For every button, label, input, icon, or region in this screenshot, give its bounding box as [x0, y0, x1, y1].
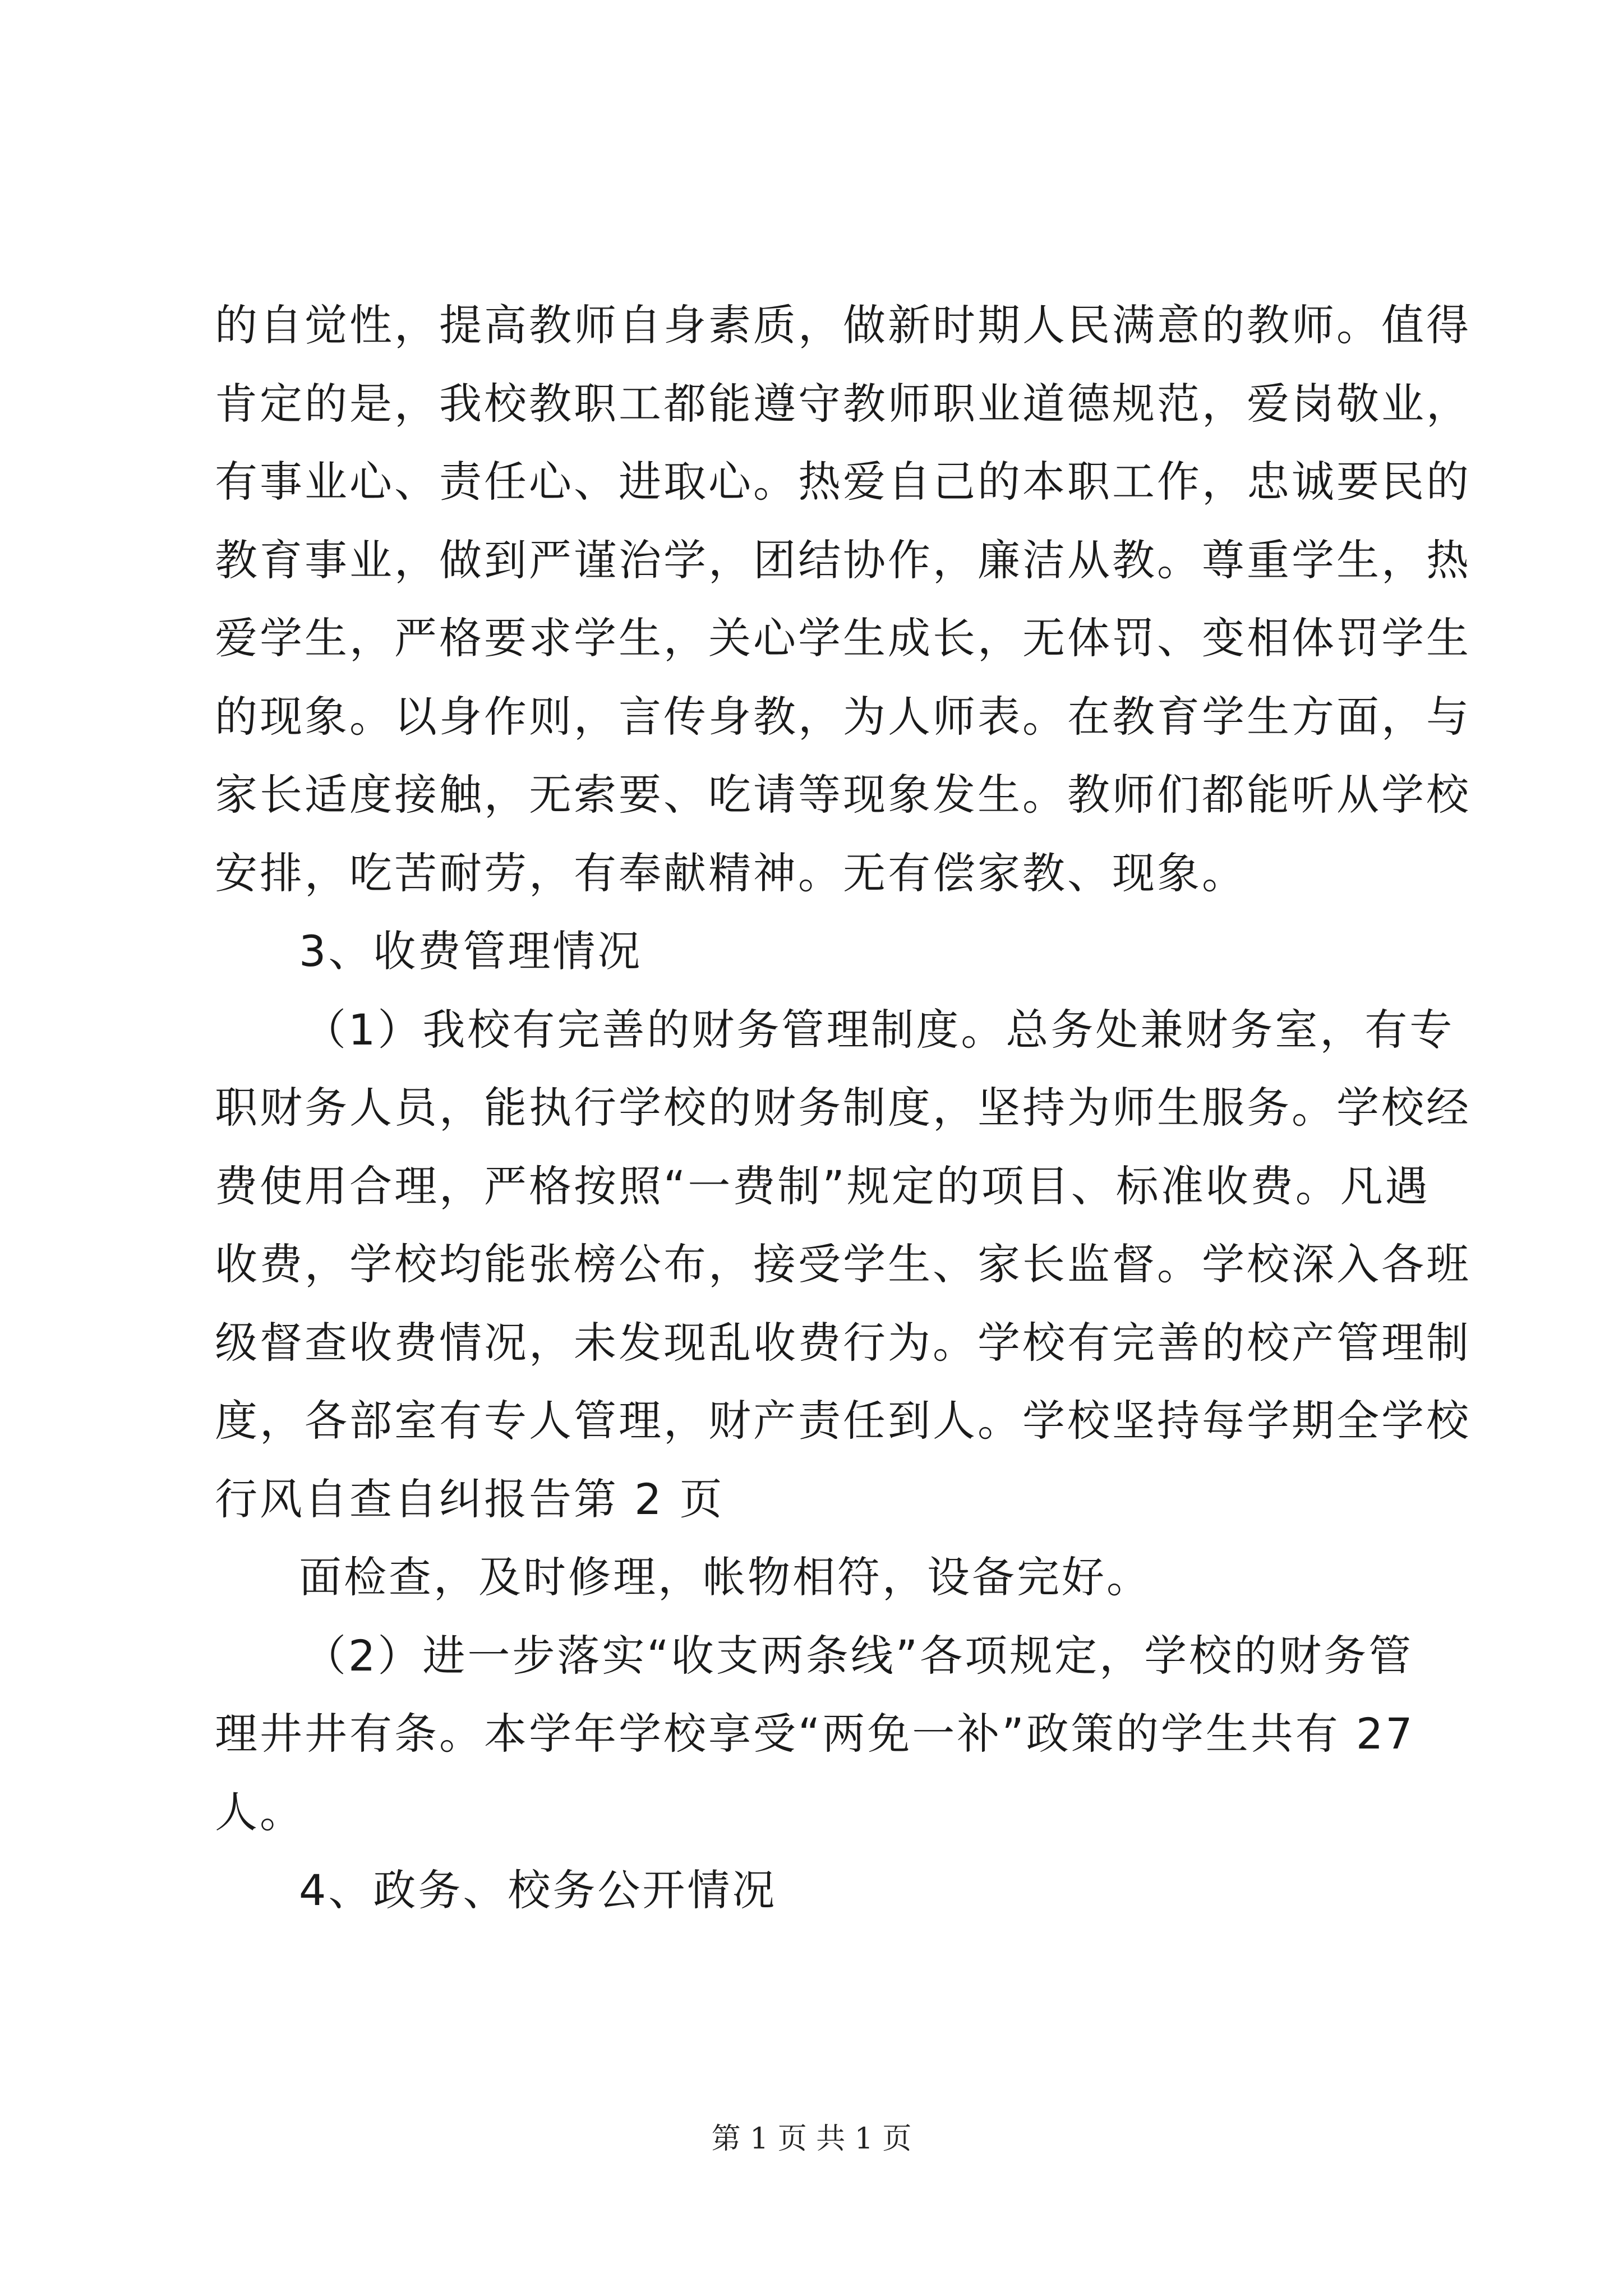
text-line-1: 的自觉性，提高教师自身素质，做新时期人民满意的教师。值得: [215, 300, 1471, 350]
text-line-17: 面检查，及时修理，帐物相符，设备完好。: [299, 1552, 1151, 1602]
text-line-10: （1）我校有完善的财务管理制度。总务处兼财务室，有专: [303, 1005, 1455, 1055]
text-line-2: 肯定的是，我校教职工都能遵守教师职业道德规范，爱岗敬业，: [215, 379, 1471, 429]
text-line-11: 职财务人员，能执行学校的财务制度，坚持为师生服务。学校经: [215, 1083, 1471, 1133]
text-line-3: 有事业心、责任心、进取心。热爱自己的本职工作，忠诚要民的: [215, 457, 1471, 507]
text-line-5: 爱学生，严格要求学生，关心学生成长，无体罚、变相体罚学生: [215, 613, 1471, 663]
text-line-13: 收费，学校均能张榜公布，接受学生、家长监督。学校深入各班: [215, 1239, 1471, 1289]
text-line-8: 安排，吃苦耐劳，有奉献精神。无有偿家教、现象。: [215, 848, 1247, 898]
text-line-12: 费使用合理，严格按照“一费制”规定的项目、标准收费。凡遇: [215, 1161, 1430, 1211]
text-line-4: 教育事业，做到严谨治学，团结协作，廉洁从教。尊重学生，热: [215, 535, 1471, 585]
section-heading-4: 4、政务、校务公开情况: [299, 1865, 777, 1915]
page-footer: 第 1 页 共 1 页: [711, 2122, 912, 2156]
text-line-16: 行风自查自纠报告第 2 页: [215, 1474, 725, 1524]
text-line-7: 家长适度接触，无索要、吃请等现象发生。教师们都能听从学校: [215, 770, 1471, 820]
text-line-14: 级督查收费情况，未发现乱收费行为。学校有完善的校产管理制: [215, 1318, 1471, 1368]
text-line-18: （2）进一步落实“收支两条线”各项规定，学校的财务管: [303, 1631, 1414, 1681]
text-line-6: 的现象。以身作则，言传身教，为人师表。在教育学生方面，与: [215, 692, 1471, 742]
text-line-19: 理井井有条。本学年学校享受“两免一补”政策的学生共有 27: [215, 1709, 1415, 1759]
text-line-20: 人。: [215, 1787, 305, 1837]
text-line-15: 度，各部室有专人管理，财产责任到人。学校坚持每学期全学校: [215, 1396, 1471, 1446]
section-heading-3: 3、收费管理情况: [299, 926, 643, 976]
